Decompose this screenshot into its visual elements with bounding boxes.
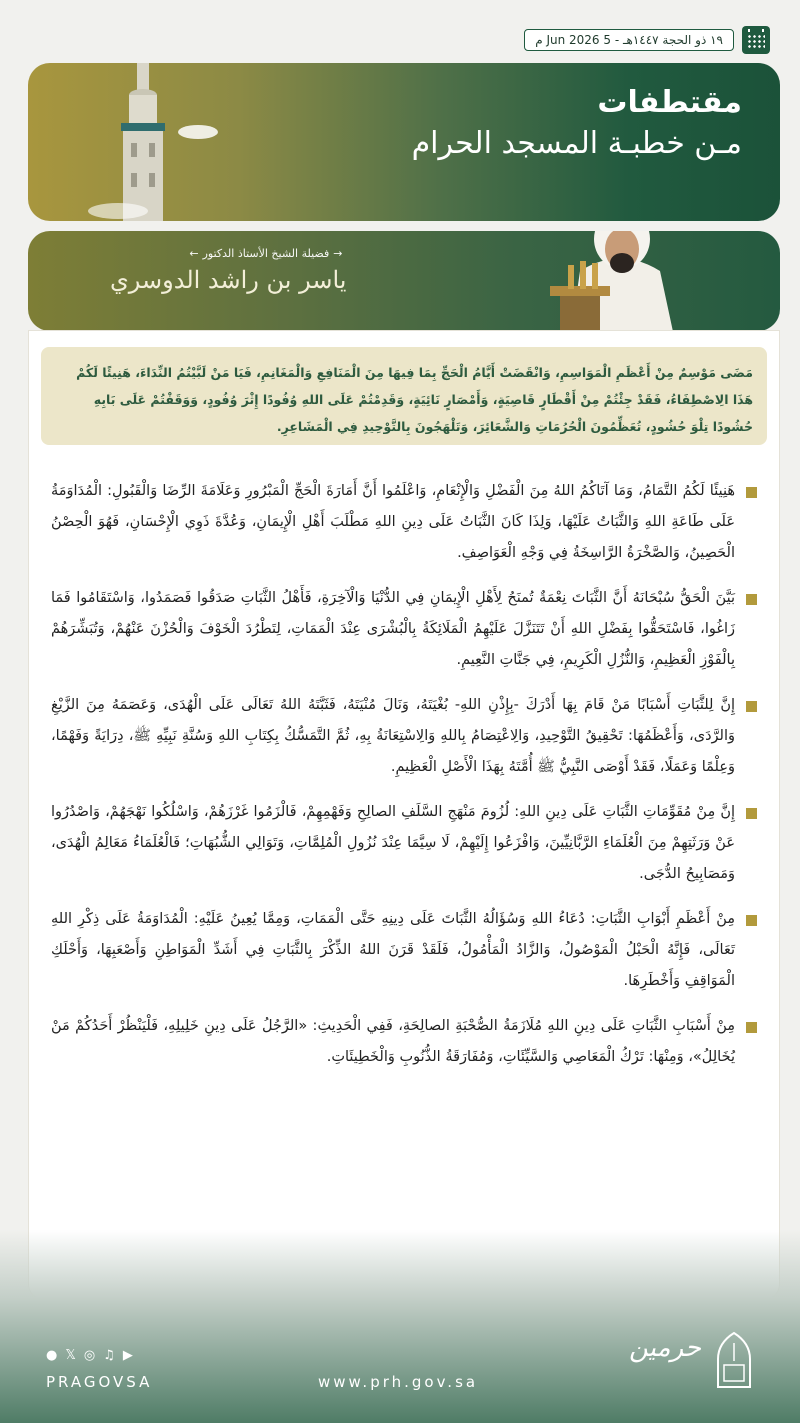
- website-link[interactable]: www.prh.gov.sa: [318, 1373, 479, 1391]
- snapchat-icon[interactable]: ●: [46, 1348, 58, 1363]
- page-title: مقتطفات: [597, 85, 742, 120]
- header-banner: [28, 63, 780, 221]
- bullet-square-icon: [746, 1022, 757, 1033]
- tiktok-icon[interactable]: ♫: [103, 1348, 115, 1363]
- instagram-icon[interactable]: ◎: [83, 1348, 96, 1363]
- speaker-rank: →فضيلة الشيخ الأستاذ الدكتور←: [189, 247, 343, 260]
- list-item: إِنَّ مِنْ مُقَوِّمَاتِ الثَّبَاتِ عَلَى دِينِ اللهِ: لُزُومَ مَنْهَجِ السَّلَفِ الصالِحِ وَفَهْمِهِمْ، فَالْزَمُوا غَرْزَهُمْ، وَاسْلُكُوا نَهْجَهُمْ، وَاصْدُرُوا عَنْ وَرَثَتِهِمْ مِنَ الْعُلَمَاءِ الرَّبَّانِيِّينَ، وَافْزَعُوا إِلَيْهِمْ، لَا سِيَّمَا عِنْدَ نُزُولِ الْمُلِمَّاتِ، وَتَوَالِي الشُّبُهَاتِ؛ فَالْعُلَمَاءُ مَعَالِمُ الْهُدَى، وَمَصَابِيحُ الدُّجَى.: [51, 797, 757, 890]
- intro-paragraph: مَضَى مَوْسِمٌ مِنْ أَعْظَمِ الْمَوَاسِمِ، وَانْقَضَتْ أَيَّامُ الْحَجِّ بِمَا فِيهَا مِنَ الْمَنَافِعِ وَالْمَغَانِمِ، فَيَا مَنْ لَبَّيْتُمُ النِّدَاءَ، هَنِيئًا لَكُمْ هَذَا الِاصْطِفَاءُ، فَقَدْ جِئْتُمْ مِنْ أَقْطَارٍ قَاصِيَةٍ، وَأَمْصَارٍ نَائِيَةٍ، وَقَدِمْتُمْ عَلَى اللهِ وُفُودًا إِثْرَ وُفُودٍ، وَوَقَفْتُمْ عَلَى بَابِهِ حُشُودًا تِلْوَ حُشُودٍ، تُعَظِّمُونَ الْحُرُمَاتِ وَالشَّعَائِرَ، وَتَلْهَجُونَ بِالتَّوْحِيدِ فِي الْمَشَاعِرِ.: [41, 347, 767, 445]
- youtube-icon[interactable]: ▶: [122, 1348, 133, 1363]
- minaret-illustration: [103, 63, 183, 221]
- calendar-icon: [742, 26, 770, 54]
- arrow-right-icon: →: [333, 247, 343, 260]
- list-item: مِنْ أَعْظَمِ أَبْوَابِ الثَّبَاتِ: دُعَاءُ اللهِ وَسُؤَالُهُ الثَّبَاتَ عَلَى دِينِهِ حَتَّى الْمَمَاتِ، وَمِمَّا يُعِينُ عَلَيْهِ: الْمُدَاوَمَةُ عَلَى ذِكْرِ اللهِ تَعَالَى، فَإِنَّهُ الْحَبْلُ الْمَوْصُولُ، وَالزَّادُ الْمَأْمُولُ، فَلَقَدْ قَرَنَ اللهُ الذِّكْرَ بِالثَّبَاتِ فِي أَشَدِّ الْمَوَاطِنِ وَأَصْعَبِهَا، وَأَحْلَكِ الْمَوَاقِفِ وَأَخْطَرِهَا.: [51, 904, 757, 997]
- footer: [0, 1230, 800, 1423]
- list-item: بَيَّنَ الْحَقُّ سُبْحَانَهُ أَنَّ الثَّبَاتَ نِعْمَةٌ تُمنَحُ لِأَهْلِ الْإِيمَانِ فِي الدُّنْيَا وَالْآخِرَةِ، فَأَهْلُ الثَّبَاتِ صَدَقُوا فَصَمَدُوا، وَاسْتَقَامُوا فَمَا زَاغُوا، فَاسْتَحَقُّوا بِفَضْلِ اللهِ أَنْ تَتَنَزَّلَ عَلَيْهِمُ الْمَلَائِكَةُ بِالْبُشْرَى عِنْدَ الْمَمَاتِ، لِتَطْرُدَ الْخَوْفَ وَالْحُزْنَ عَنْهُمْ، وَتُبَشِّرَهُمْ بِالْفَوْزِ الْعَظِيمِ، وَالنُّزُلِ الْكَرِيمِ، فِي جَنَّاتِ النَّعِيمِ.: [51, 583, 757, 676]
- bullet-square-icon: [746, 701, 757, 712]
- bullet-square-icon: [746, 808, 757, 819]
- social-handle[interactable]: PRAGOVSA: [46, 1373, 153, 1391]
- speaker-photo: [540, 231, 700, 331]
- points-list: [51, 476, 757, 1087]
- list-item: مِنْ أَسْبَابِ الثَّبَاتِ عَلَى دِينِ اللهِ مُلَازَمَةُ الصُّحْبَةِ الصالِحَةِ، فَفِي الْحَدِيثِ: «الرَّجُلُ عَلَى دِينِ خَلِيلِهِ، فَلْيَنْظُرْ أَحَدُكُمْ مَنْ يُخَالِلُ»، وَمِنْهَا: تَرْكُ الْمَعَاصِي وَالسَّيِّئَاتِ، وَمُفَارَقَةُ الذُّنُوبِ وَالْخَطِيئَاتِ.: [51, 1011, 757, 1073]
- speaker-name: ياسر بن راشد الدوسري: [110, 266, 347, 294]
- content-card: [28, 330, 780, 1300]
- arrow-left-icon: ←: [189, 247, 199, 260]
- bullet-square-icon: [746, 594, 757, 605]
- logo-wordmark: حرمين: [629, 1333, 701, 1363]
- bullet-square-icon: [746, 915, 757, 926]
- logo: [624, 1327, 754, 1397]
- page-subtitle: مـن خطبـة المسجد الحرام: [411, 126, 742, 161]
- x-icon[interactable]: 𝕏: [65, 1348, 76, 1363]
- list-item: إِنَّ لِلثَّبَاتِ أَسْبَابًا مَنْ قَامَ بِهَا أَدْرَكَ -بِإِذْنِ اللهِ- بُغْيَتَهُ، وَنَالَ مُنْيَتَهُ، فَثَبَّتَهُ اللهُ تَعَالَى عَلَى الْهُدَى، وَعَصَمَهُ مِنَ الزَّيْغِ وَالرَّدَى، وَأَعْظَمُهَا: تَحْقِيقُ التَّوْحِيدِ، وَالِاعْتِصَامُ بِاللهِ وَالِاسْتِعَانَةُ بِهِ، ثُمَّ التَّمَسُّكُ بِكِتَابِ اللهِ وَسُنَّةِ نَبِيِّهِ ﷺ، دِرَايَةً وَفَهْمًا، وَعِلْمًا وَعَمَلًا، فَقَدْ أَوْصَى النَّبِيُّ ﷺ أُمَّتَهُ بِهَذَا الْأَصْلِ الْعَظِيمِ.: [51, 690, 757, 783]
- list-item: هَنِيئًا لَكُمُ التَّمَامُ، وَمَا آتَاكُمُ اللهُ مِنَ الْفَضْلِ وَالْإِنْعَامِ، وَاعْلَمُوا أَنَّ أَمَارَةَ الْحَجِّ الْمَبْرُورِ وَعَلَامَةَ الرِّضَا وَالْقَبُولِ: الْمُدَاوَمَةُ عَلَى طَاعَةِ اللهِ وَالثَّبَاتُ عَلَيْهَا، وَلِذَا كَانَ الثَّبَاتُ عَلَى دِينِ اللهِ مَطْلَبَ أَهْلِ الْإِيمَانِ، وَعُدَّةَ ذَوِي الْإِحْسَانِ، فَهُوَ الْحِصْنُ الْحَصِينُ، وَالصَّخْرَةُ الرَّاسِخَةُ فِي وَجْهِ الْعَوَاصِفِ.: [51, 476, 757, 569]
- date-label: ١٩ ذو الحجة ١٤٤٧هـ - 5 Jun 2026 م: [524, 29, 734, 51]
- speaker-banner: [28, 231, 780, 331]
- bullet-square-icon: [746, 487, 757, 498]
- logo-emblem-icon: [714, 1331, 754, 1389]
- social-links: [46, 1348, 133, 1363]
- date-bar: [524, 26, 770, 54]
